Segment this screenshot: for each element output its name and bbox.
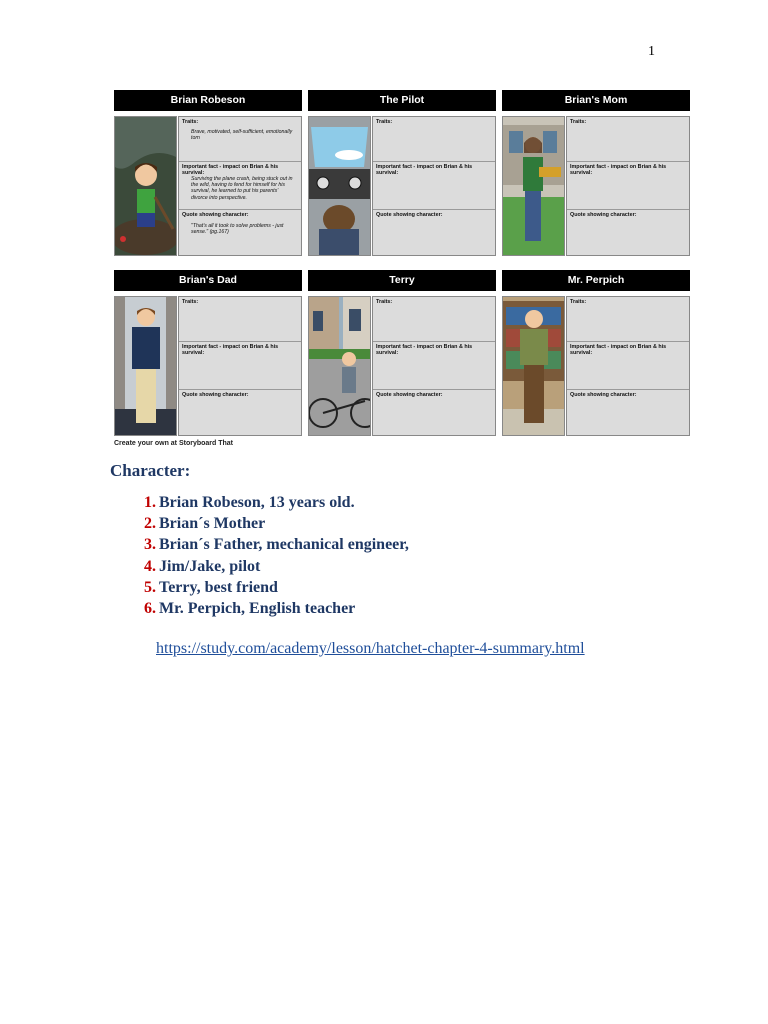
- impact-label: Important fact - impact on Brian & his survival:: [570, 344, 667, 357]
- cell-illustration-brian: [114, 116, 177, 256]
- traits-label: Traits:: [182, 119, 199, 125]
- list-number: 5 .: [110, 577, 156, 598]
- page-number: 1: [648, 44, 655, 59]
- cell-title: Brian's Mom: [502, 90, 690, 111]
- impact-text: Surviving the plane crash, being stuck out in the wild, having to fend for himself for his survival, he learned to put his parents' divorce into perspective.: [191, 176, 293, 201]
- list-number: 3 .: [110, 534, 156, 555]
- cell-info-box: [372, 116, 496, 256]
- storyboard-cell-pilot: [308, 90, 496, 256]
- quote-label: Quote showing character:: [570, 392, 637, 398]
- cell-illustration-dad: [114, 296, 177, 436]
- cell-info-box: [566, 296, 690, 436]
- list-text: Brian´s Father, mechanical engineer,: [159, 536, 409, 554]
- list-number: 1 .: [110, 492, 156, 513]
- impact-label: Important fact - impact on Brian & his survival:: [570, 164, 667, 177]
- storyboard-cell-dad: [114, 270, 302, 436]
- storyboard-cell-brian: [114, 90, 302, 256]
- list-item: [110, 492, 409, 513]
- traits-label: Traits:: [376, 299, 393, 305]
- impact-label: Important fact - impact on Brian & his survival:: [182, 164, 279, 177]
- cell-title: The Pilot: [308, 90, 496, 111]
- list-number: 2 .: [110, 513, 156, 534]
- list-item: [110, 577, 409, 598]
- list-text: Mr. Perpich, English teacher: [159, 599, 356, 617]
- cell-title: Brian's Dad: [114, 270, 302, 291]
- reference-link[interactable]: https://study.com/academy/lesson/hatchet-chapter-4-summary.html: [156, 640, 585, 657]
- list-text: Terry, best friend: [159, 578, 278, 596]
- cell-info-box: [566, 116, 690, 256]
- cell-illustration-perpich: [502, 296, 565, 436]
- traits-label: Traits:: [182, 299, 199, 305]
- cell-info-box: [372, 296, 496, 436]
- storyboard-cell-terry: [308, 270, 496, 436]
- list-item: [110, 556, 409, 577]
- storyboard-cell-mom: [502, 90, 690, 256]
- list-item: [110, 534, 409, 555]
- cell-title: Mr. Perpich: [502, 270, 690, 291]
- cell-illustration-terry: [308, 296, 371, 436]
- cell-title: Brian Robeson: [114, 90, 302, 111]
- cell-illustration-mom: [502, 116, 565, 256]
- list-item: [110, 513, 409, 534]
- list-text: Brian Robeson, 13 years old.: [159, 494, 355, 511]
- cell-info-box: [178, 296, 302, 436]
- storyboard: [114, 90, 690, 450]
- list-text: Brian´s Mother: [159, 515, 266, 533]
- impact-label: Important fact - impact on Brian & his survival:: [376, 164, 473, 177]
- quote-label: Quote showing character:: [376, 392, 443, 398]
- storyboard-cell-perpich: [502, 270, 690, 436]
- quote-text: "That's all it took to solve problems - just sense." (pg.167): [191, 223, 284, 236]
- character-heading: Character:: [110, 461, 191, 480]
- list-text: Jim/Jake, pilot: [159, 557, 261, 575]
- traits-text: Brave, motivated, self-sufficient, emotionally torn: [191, 129, 293, 142]
- quote-label: Quote showing character:: [182, 392, 249, 398]
- impact-label: Important fact - impact on Brian & his survival:: [182, 344, 279, 357]
- cell-illustration-pilot: [308, 116, 371, 256]
- traits-label: Traits:: [570, 119, 587, 125]
- quote-label: Quote showing character:: [570, 212, 637, 218]
- traits-label: Traits:: [570, 299, 587, 305]
- traits-label: Traits:: [376, 119, 393, 125]
- list-number: 6 .: [110, 598, 156, 619]
- quote-label: Quote showing character:: [182, 212, 249, 218]
- quote-label: Quote showing character:: [376, 212, 443, 218]
- character-list: [110, 492, 409, 619]
- list-item: [110, 598, 409, 619]
- list-number: 4 .: [110, 556, 156, 577]
- impact-label: Important fact - impact on Brian & his survival:: [376, 344, 473, 357]
- cell-info-box: [178, 116, 302, 256]
- cell-title: Terry: [308, 270, 496, 291]
- storyboard-caption: Create your own at Storyboard That: [114, 440, 234, 447]
